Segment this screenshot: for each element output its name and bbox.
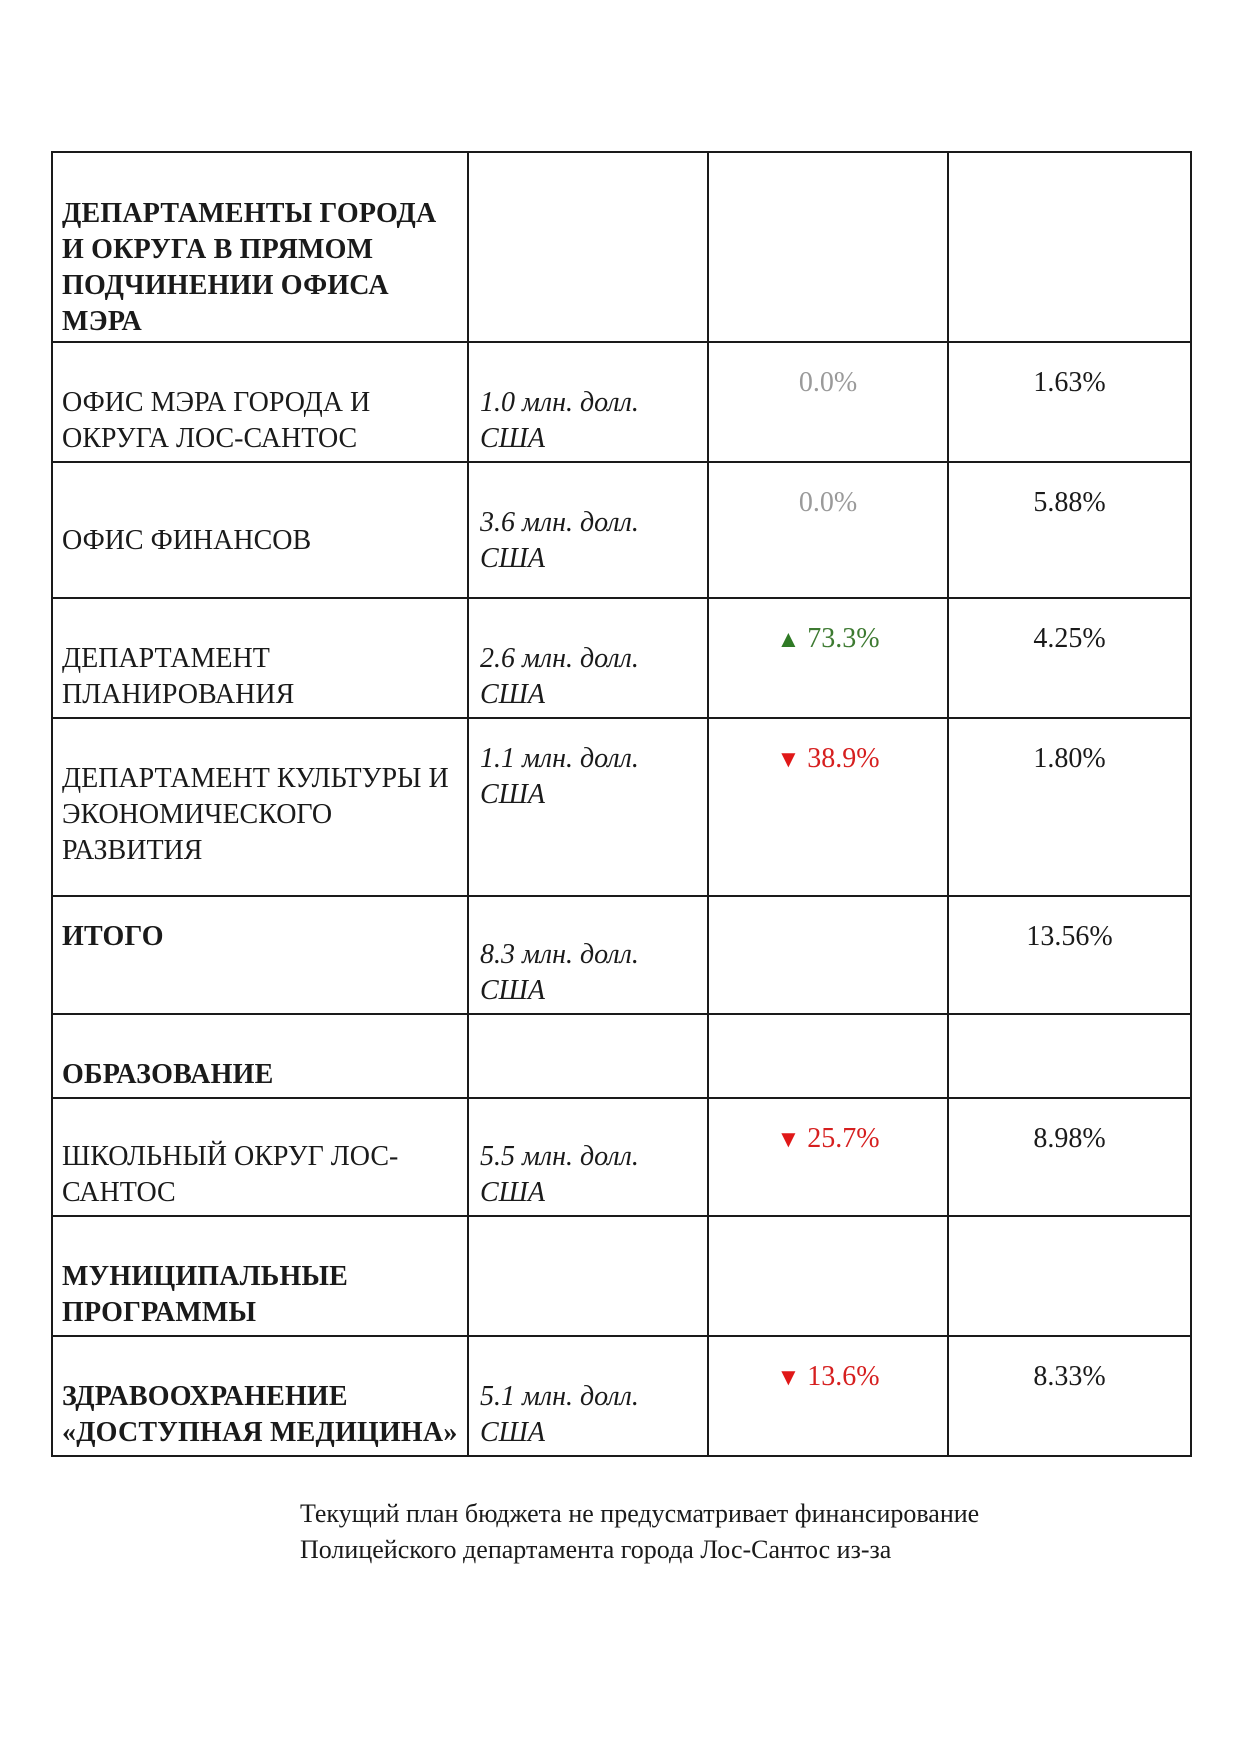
amount-value: 5.5 млн. долл. США <box>480 1141 639 1208</box>
share-value: 1.63% <box>1033 367 1106 398</box>
change-cell <box>708 1098 948 1216</box>
table-row <box>52 598 1191 718</box>
change-cell <box>708 1014 948 1098</box>
arrow-up-icon: ▲ <box>776 627 801 653</box>
section-title: ДЕПАРТАМЕНТЫ ГОРОДА И ОКРУГА В ПРЯМОМ ПОДЧИНЕНИИ ОФИСА МЭРА <box>62 198 437 337</box>
department-name: ОФИС МЭРА ГОРОДА И ОКРУГА ЛОС-САНТОС <box>62 387 371 454</box>
amount-cell <box>468 598 708 718</box>
change-indicator <box>709 719 947 778</box>
change-cell <box>708 152 948 342</box>
amount-cell <box>468 1098 708 1216</box>
section-header-row <box>52 152 1191 342</box>
label-cell <box>52 718 468 896</box>
change-cell <box>708 462 948 598</box>
amount-value: 1.1 млн. долл. США <box>480 743 639 810</box>
label-cell <box>52 1336 468 1456</box>
change-value: 38.9% <box>807 743 880 774</box>
change-indicator <box>709 1099 947 1158</box>
label-cell <box>52 152 468 342</box>
share-cell <box>948 1336 1191 1456</box>
share-cell <box>948 896 1191 1014</box>
change-value: 0.0% <box>798 487 858 518</box>
department-name: ОФИС ФИНАНСОВ <box>62 525 312 556</box>
change-value: 73.3% <box>807 623 880 654</box>
amount-cell <box>468 1336 708 1456</box>
table-row <box>52 342 1191 462</box>
note-line: Полицейского департамента города Лос-Сантос из-за <box>300 1535 892 1564</box>
amount-value: 1.0 млн. долл. США <box>480 387 639 454</box>
change-cell <box>708 1216 948 1336</box>
amount-cell <box>468 342 708 462</box>
share-value: 5.88% <box>1033 487 1106 518</box>
amount-cell <box>468 152 708 342</box>
label-cell <box>52 896 468 1014</box>
change-cell <box>708 598 948 718</box>
section-title: МУНИЦИПАЛЬНЫЕ ПРОГРАММЫ <box>62 1261 349 1328</box>
label-cell <box>52 1098 468 1216</box>
share-value: 8.98% <box>1033 1123 1106 1154</box>
share-cell <box>948 598 1191 718</box>
arrow-down-icon: ▼ <box>776 1127 801 1153</box>
amount-cell <box>468 718 708 896</box>
amount-value: 3.6 млн. долл. США <box>480 507 639 574</box>
amount-cell <box>468 1216 708 1336</box>
share-value: 1.80% <box>1033 743 1106 774</box>
change-cell <box>708 896 948 1014</box>
table-row <box>52 1336 1191 1456</box>
share-cell <box>948 1014 1191 1098</box>
label-cell <box>52 1014 468 1098</box>
share-cell <box>948 1216 1191 1336</box>
total-row <box>52 896 1191 1014</box>
amount-value: 8.3 млн. долл. США <box>480 939 639 1006</box>
share-cell <box>948 462 1191 598</box>
change-cell <box>708 718 948 896</box>
department-name: ШКОЛЬНЫЙ ОКРУГ ЛОС-САНТОС <box>62 1141 399 1208</box>
budget-table <box>51 151 1192 1457</box>
change-value: 13.6% <box>807 1361 880 1392</box>
section-header-row <box>52 1014 1191 1098</box>
share-value: 8.33% <box>1033 1361 1106 1392</box>
section-header-row <box>52 1216 1191 1336</box>
arrow-down-icon: ▼ <box>776 747 801 773</box>
share-cell <box>948 152 1191 342</box>
share-cell <box>948 342 1191 462</box>
budget-note <box>300 1496 1180 1568</box>
arrow-down-icon: ▼ <box>776 1365 801 1391</box>
change-value: 0.0% <box>798 367 858 398</box>
note-line: Текущий план бюджета не предусматривает финансирование <box>300 1499 980 1528</box>
amount-cell <box>468 462 708 598</box>
label-cell <box>52 1216 468 1336</box>
department-name: ЗДРАВООХРАНЕНИЕ «ДОСТУПНАЯ МЕДИЦИНА» <box>62 1381 458 1448</box>
change-value: 25.7% <box>807 1123 880 1154</box>
label-cell <box>52 462 468 598</box>
department-name: ДЕПАРТАМЕНТ ПЛАНИРОВАНИЯ <box>62 643 295 710</box>
change-cell <box>708 342 948 462</box>
change-indicator <box>709 599 947 658</box>
share-value: 4.25% <box>1033 623 1106 654</box>
change-indicator <box>709 1337 947 1396</box>
change-cell <box>708 1336 948 1456</box>
label-cell <box>52 598 468 718</box>
amount-value: 5.1 млн. долл. США <box>480 1381 639 1448</box>
amount-cell <box>468 896 708 1014</box>
share-cell <box>948 718 1191 896</box>
label-cell <box>52 342 468 462</box>
table-row <box>52 462 1191 598</box>
table-row <box>52 1098 1191 1216</box>
section-title: ОБРАЗОВАНИЕ <box>62 1059 274 1090</box>
table-row <box>52 718 1191 896</box>
total-label: ИТОГО <box>62 921 164 952</box>
amount-cell <box>468 1014 708 1098</box>
share-value: 13.56% <box>1026 921 1113 952</box>
amount-value: 2.6 млн. долл. США <box>480 643 639 710</box>
share-cell <box>948 1098 1191 1216</box>
department-name: ДЕПАРТАМЕНТ КУЛЬТУРЫ И ЭКОНОМИЧЕСКОГО РАЗВИТИЯ <box>62 763 449 866</box>
